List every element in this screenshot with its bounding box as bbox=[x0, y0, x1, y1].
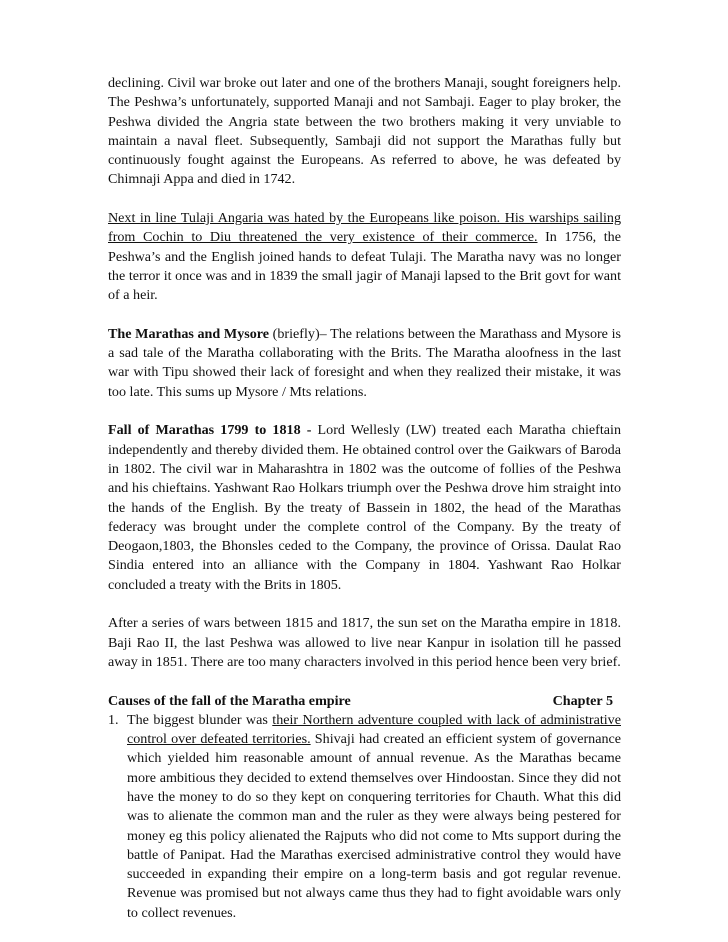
chapter-heading bbox=[108, 692, 621, 711]
underlined-text: their Northern adventure coupled with lack of administrative control over defeated territories. bbox=[127, 711, 621, 748]
list-item-text bbox=[127, 711, 621, 923]
list-text-rest: Shivaji had created an efficient system of governance which yielded him reasonable amount of annual revenue. As the Marathas became more ambitious they decided to extend themselves over Hindoostan. Since they did not have the money to do so they kept on conquering territories for Chauth. What this did was to alienate the common man and the ruler as they were always being pestered for money eg this policy alienated the Rajputs who did not come to Mts support during the battle of Panipat. Had the Marathas exercised administrative control they would have succeeded in expanding their empire on a long-term basis and got regular revenue. Revenue was promised but not always came thus they had to fight avoidable wars only to collect revenues. bbox=[127, 731, 622, 921]
underlined-text: Next in line Tulaji Angaria was hated by the Europeans like poison. His warships sailing from Cochin to Diu threatened the very existence of their commerce. bbox=[108, 210, 621, 246]
chapter-number: Chapter 5 bbox=[552, 692, 613, 709]
list-text-intro: The biggest blunder was bbox=[127, 711, 273, 728]
paragraph-fall-of-marathas bbox=[108, 421, 621, 595]
paragraph-end-of-empire: After a series of wars between 1815 and 1817, the sun set on the Maratha empire in 1818. Baji Rao II, the last Peshwa was allowed to live near Kanpur in isolation till he passed away in 1851. There are too many characters involved in this period hence been very brief. bbox=[108, 615, 621, 670]
chapter-title: Causes of the fall of the Maratha empire bbox=[108, 692, 351, 709]
section-heading: Fall of Marathas 1799 to 1818 - bbox=[108, 422, 312, 439]
paragraph-text: Lord Wellesly (LW) treated each Maratha chieftain independently and thereby divided them. He obtained control over the Gaikwars of Baroda in 1802. The civil war in Maharashtra in 1802 was the outcome of follies of the Peshwa and his chieftains. Yashwant Rao Holkars triumph over the Peshwa drove him straight into the hands of the English. By the treaty of Bassein in 1802, the head of the Marathas federacy was brought under the complete control of the Company. By the treaty of Deogaon,1803, the Bhonsles ceded to the Company, the province of Orissa. Daulat Rao Sindia entered into an alliance with the Company in 1804. Yashwant Rao Holkar concluded a treaty with the Brits in 1805. bbox=[108, 422, 621, 593]
paragraph-marathas-mysore bbox=[108, 325, 621, 402]
list-item bbox=[108, 711, 621, 923]
document-page bbox=[108, 74, 621, 923]
paragraph-angria-decline: declining. Civil war broke out later and one of the brothers Manaji, sought foreigners help. The Peshwa’s unfortunately, supported Manaji and not Sambaji. Eager to play broker, the Peshwa divided the Angria state between the two brothers making it very unviable to maintain a naval fleet. Subsequently, Sambaji did not support the Marathas fully but continuously fought against the Europeans. As referred to above, he was defeated by Chimnaji Appa and died in 1742. bbox=[108, 75, 621, 188]
paragraph-tulaji bbox=[108, 209, 621, 305]
paragraph-text: In 1756, the Peshwa’s and the English joined hands to defeat Tulaji. The Maratha navy was no longer the terror it once was and in 1839 the small jagir of Manaji lapsed to the Brit govt for want of a heir. bbox=[108, 229, 621, 304]
paragraph-text: (briefly)– The relations between the Marathass and Mysore is a sad tale of the Maratha collaborating with the Brits. The Maratha aloofness in the last war with Tipu showed their lack of foresight and when they realized their mistake, it was too late. This sums up Mysore / Mts relations. bbox=[108, 325, 621, 400]
list-number: 1. bbox=[108, 711, 119, 728]
section-heading: The Marathas and Mysore bbox=[108, 325, 270, 342]
